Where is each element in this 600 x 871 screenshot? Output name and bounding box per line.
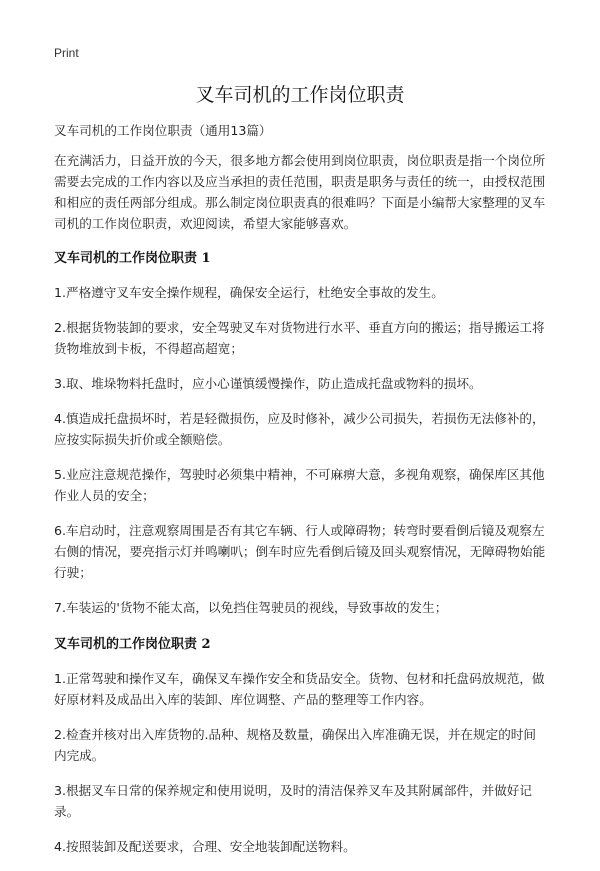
list-item: 3.根据叉车日常的保养规定和使用说明，及时的清洁保养叉车及其附属部件，并做好记录。 (54, 783, 532, 819)
list-item: 7.车装运的'货物不能太高，以免挡住驾驶员的视线，导致事故的发生； (54, 600, 448, 615)
list-item: 1.正常驾驶和操作叉车，确保叉车操作安全和货品安全。货物、包材和托盘码放规范，做好原材料及成品出入库的装卸、库位调整、产品的整理等工作内容。 (54, 671, 545, 707)
list-item: 4.慎造成托盘损坏时，若是轻微损伤，应及时修补，减少公司损失，若损伤无法修补的，应按实际损失折价或全额赔偿。 (54, 411, 545, 447)
list-item: 4.按照装卸及配送要求，合理、安全地装卸配送物料。 (54, 839, 356, 854)
list-item: 2.根据货物装卸的要求，安全驾驶叉车对货物进行水平、垂直方向的搬运；指导搬运工将货物堆放到卡板，不得超高超宽； (54, 320, 545, 356)
intro-paragraph: 在充满活力，日益开放的今天，很多地方都会使用到岗位职责，岗位职责是指一个岗位所需要去完成的工作内容以及应当承担的责任范围，职责是职务与责任的统一，由授权范围和相应的责任两部分组成。那么制定岗位职责真的很难吗？下面是小编帮大家整理的叉车司机的工作岗位职责，欢迎阅读，希望大家能够喜欢。 (54, 153, 546, 231)
section-2 (54, 634, 548, 857)
list-item: 2.检查并核对出入库货物的.品种、规格及数量，确保出入库准确无误，并在规定的时间内完成。 (54, 727, 536, 763)
document-subtitle: 叉车司机的工作岗位职责（通用13篇） (54, 123, 272, 138)
print-label: Print (54, 46, 79, 60)
list-item: 3.取、堆垛物料托盘时，应小心谨慎缓慢操作，防止造成托盘或物料的损坏。 (54, 376, 482, 391)
section-heading: 叉车司机的工作岗位职责 2 (54, 637, 211, 652)
list-item: 1.严格遵守叉车安全操作规程，确保安全运行，杜绝安全事故的发生。 (54, 285, 444, 300)
list-item: 5.业应注意规范操作，驾驶时必须集中精神，不可麻痹大意，多视角观察，确保库区其他作业人员的安全； (54, 467, 545, 503)
document-title: 叉车司机的工作岗位职责 (195, 84, 405, 106)
list-item: 6.车启动时，注意观察周围是否有其它车辆、行人或障碍物；转弯时要看倒后镜及观察左右侧的情况，要亮指示灯并鸣喇叭；倒车时应先看倒后镜及回头观察情况，无障碍物始能行驶； (54, 523, 546, 580)
section-1 (54, 248, 548, 618)
section-heading: 叉车司机的工作岗位职责 1 (54, 251, 211, 266)
document-body (54, 120, 548, 871)
